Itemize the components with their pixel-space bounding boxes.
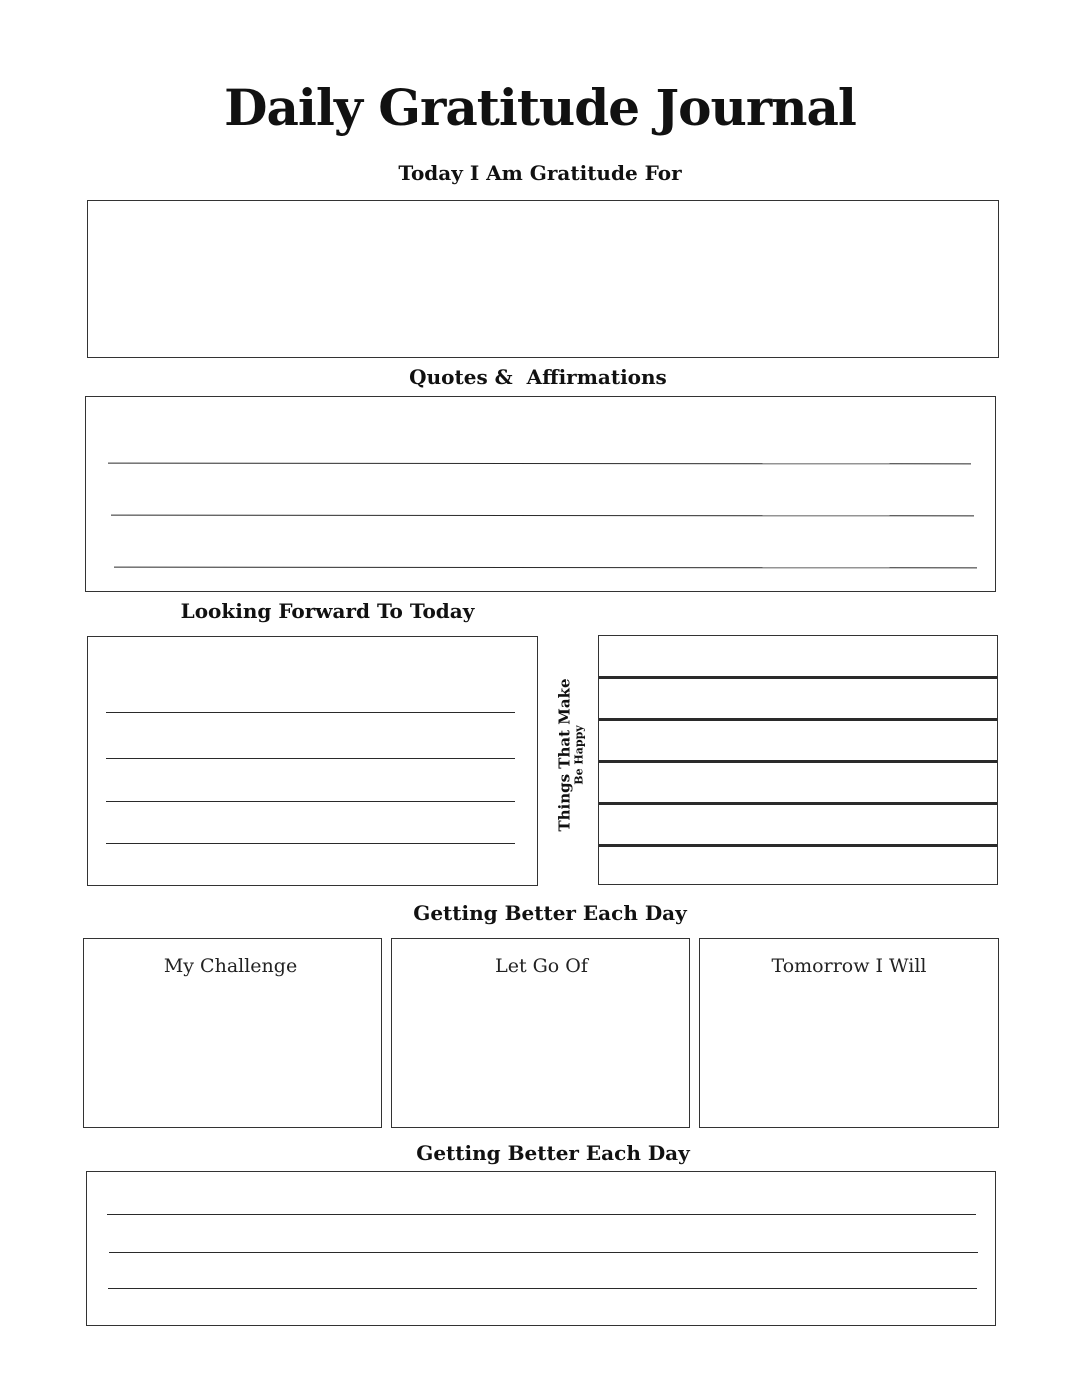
quotes-heading: Quotes & Affirmations [409,365,667,389]
writing-line [111,515,974,517]
getting-better-notes-heading: Getting Better Each Day [416,1141,690,1165]
writing-line [106,758,515,759]
writing-line [106,843,515,844]
writing-line [106,712,515,713]
my-challenge-box[interactable] [83,938,382,1128]
list-line [599,676,997,679]
happy-label-sub: Be Happy [572,725,586,785]
writing-line [106,801,515,802]
list-line [599,760,997,763]
getting-better-notes-box[interactable] [86,1171,996,1326]
writing-line [108,1288,977,1289]
happy-list-box[interactable] [598,635,998,885]
writing-line [114,567,977,569]
let-go-of-box[interactable] [391,938,690,1128]
list-line [599,844,997,847]
things-that-make-happy-label [551,680,591,830]
tomorrow-i-will-label: Tomorrow I Will [771,955,927,977]
looking-forward-heading: Looking Forward To Today [180,599,475,623]
writing-line [107,1214,976,1215]
list-line [599,718,997,721]
quotes-writing-box[interactable] [85,396,996,592]
let-go-of-label: Let Go Of [495,955,588,977]
looking-forward-box[interactable] [87,636,538,886]
page-title: Daily Gratitude Journal [224,78,856,137]
my-challenge-label: My Challenge [163,955,298,977]
tomorrow-i-will-box[interactable] [699,938,999,1128]
writing-line [109,1252,978,1253]
writing-line [108,463,971,465]
list-line [599,802,997,805]
getting-better-heading: Getting Better Each Day [413,901,687,925]
happy-label-main: Things That Make [555,678,574,832]
gratitude-writing-box[interactable] [87,200,999,358]
gratitude-heading: Today I Am Gratitude For [398,161,682,185]
